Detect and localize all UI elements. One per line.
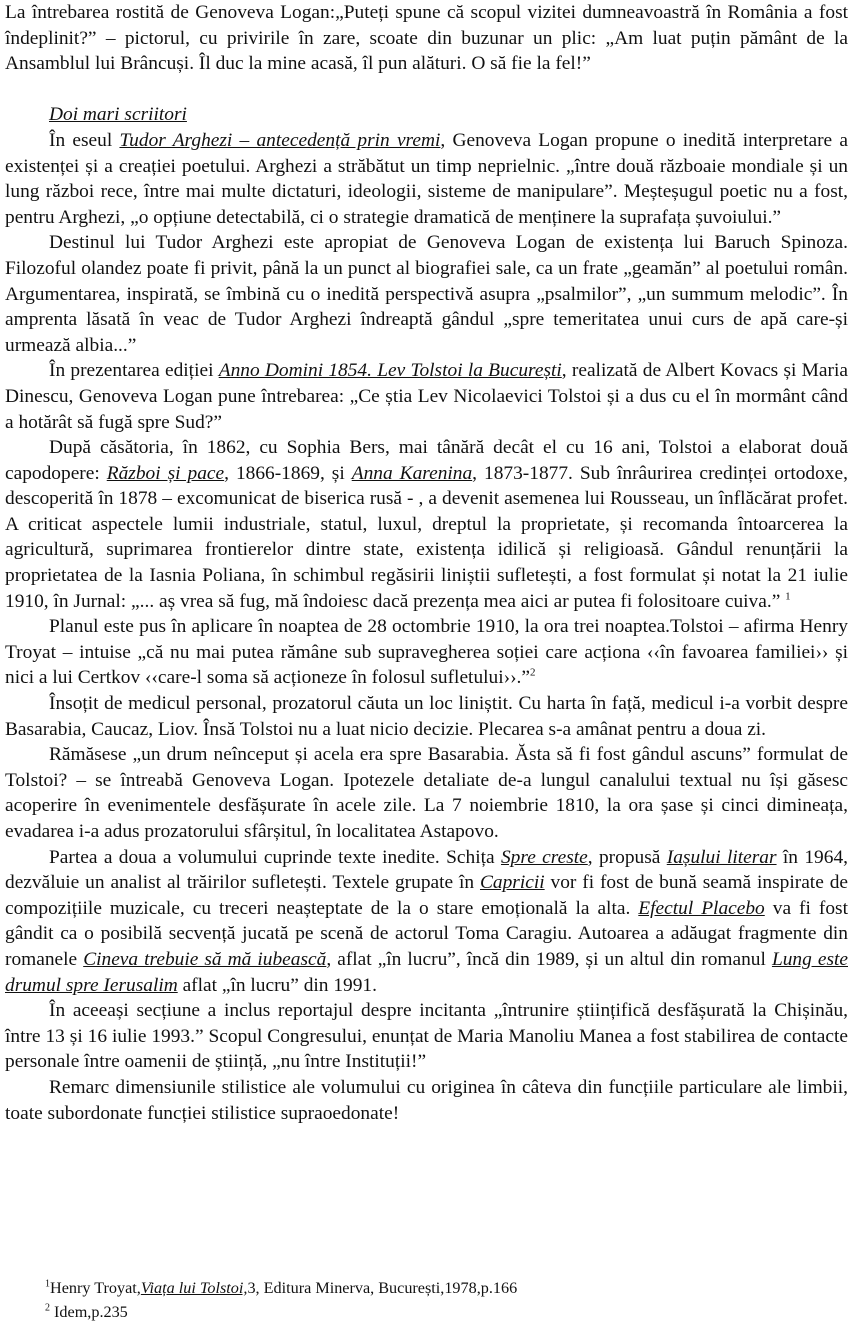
text-run: În eseul [49,129,120,151]
work-title: Anna Karenina [351,462,473,484]
work-title: Efectul Placebo [638,897,765,919]
text-run: aflat „în lucru” din 1991. [177,974,377,996]
text-run: , Genoveva Logan propune o inedită interpretare a existenței și a creației poetului. Arghezi a străbătut un timp neprielnic. „între două războaie mondiale și un lung război rece, între mai multe dictaturi, ideologii, sisteme de manipulare”. Meșteșugul poetic nu a fost, pentru Arghezi, „o opțiune detectabilă, ci o strategie dramatică de menținere la suprafața șuvoiului.” [5,129,848,228]
text-run: , realizată de Albert Kovacs și Maria Dinescu, Genoveva Logan pune întrebarea: „Ce știa Lev Nicolaevici Tolstoi și a dus cu el în mormânt când a hotărât să fugă spre Sud?” [5,360,848,433]
work-title: Cineva trebuie să mă iubească [83,948,327,970]
text-run: La întrebarea rostită de Genoveva Logan:„Puteți spune că scopul vizitei dumneavoastră în România a fost îndeplinit?” – pictorul, cu privirile în zare, scoate din buzunar un plic: „Am luat puțin pământ de la Ansamblul lui Brâncuși. Îl duc la mine acasă, îl pun alături. O să fie la fel!” [5,2,848,75]
paragraph-arghezi-spinoza [5,230,848,358]
paragraph-tolstoi-doctor [5,691,848,742]
text-run: vor fi fost de bună seamă inspirate de compozițiile muzicale, cu treceri neașteptate de la o stare emoțională la alta. [5,872,848,919]
text-run: Destinul lui Tudor Arghezi este apropiat de Genoveva Logan de existența lui Baruch Spinoza. Filozoful olandez poate fi privit, până la un punct al biografiei sale, ca un frate „geamăn” al poetului român. Argumentarea, inspirată, se îmbină cu o inedită perspectivă asupra „psalmilor”, „un summum melodic”. În amprenta lăsată în veac de Tudor Arghezi îndreaptă gândul „spre temeritatea unui curs de apă care-și urmează albia...” [5,232,848,356]
work-title: Capricii [479,872,545,894]
paragraph-tolstoi-basarabia [5,742,848,844]
text-run: va fi fost gândit ca o posibilă secvență jucată pe scenă de actorul Toma Caragiu. Autoarea a adăugat fragmente din romanele [5,897,848,970]
footnotes [45,1276,845,1324]
document-page [5,0,848,1126]
work-title: Anno Domini 1854. Lev Tolstoi la București [218,360,562,382]
footnote-marker: 1 [785,590,791,603]
work-title: Spre creste [500,846,588,868]
text-run: , propusă [587,846,667,868]
paragraph-arghezi-essay [5,128,848,230]
paragraph-tolstoi-marriage [5,435,848,614]
work-title: Tudor Arghezi – antecedență prin vremi [119,129,441,151]
text-run: Henry Troyat, [50,1279,141,1297]
work-title: Viața lui Tolstoi, [140,1279,248,1297]
paragraph-stylistic-dimensions [5,1075,848,1126]
footnote-marker: 2 [45,1302,50,1314]
work-title: Război și pace [106,462,225,484]
paragraph-volume-part-two [5,845,848,999]
text-run: După căsătoria, în 1862, cu Sophia Bers, mai tânără decât el cu 16 ani, Tolstoi a elaborat două capodopere: [5,437,848,484]
paragraph-tolstoi-plan [5,614,848,691]
text-run: , 1866-1869, și [224,462,352,484]
text-run: Partea a doua a volumului cuprinde texte inedite. Schița [49,846,501,868]
text-run: Planul este pus în aplicare în noaptea de 28 octombrie 1910, la ora trei noaptea.Tolstoi – afirma Henry Troyat – intuise „că nu mai putea rămâne sub supravegherea soției care acționa ‹‹în favoarea familiei›› și nici a lui Certkov ‹‹care-l soma să acționeze în folosul sufletului››.” [5,616,848,689]
text-run: în 1964, dezvăluie un analist al trăirilor sufletești. Textele grupate în [5,846,848,894]
footnote-1 [45,1276,845,1300]
text-run: Doi mari scriitori [49,104,187,126]
text-run: Idem,p.235 [50,1303,128,1321]
text-run: Rămăsese „un drum neînceput și acela era spre Basarabia. Ăsta să fi fost gândul ascuns” formulat de Tolstoi? – se întreabă Genoveva Logan. Ipotezele detaliate de-a lungul canalului textual nu își găsesc acoperire în evenimentele desfășurate în acele zile. La 7 noiembrie 1810, la ora șase și cinci dimineața, evadarea i-a adus prozatorului sfârșitul, în localitatea Astapovo. [5,744,848,842]
work-title: Lung este drumul spre Ierusalim [5,948,848,996]
footnote-marker: 2 [529,666,536,679]
text-run: În prezentarea ediției [49,360,219,382]
text-run: , aflat „în lucru”, încă din 1989, și un altul din romanul [326,948,772,970]
paragraph-chisinau-congress [5,998,848,1075]
text-run: Însoțit de medicul personal, prozatorul căuta un loc liniștit. Cu harta în față, medicul i-a vorbit despre Basarabia, Caucaz, Liov. Însă Tolstoi nu a luat nicio decizie. Plecarea s-a amânat pentru a doua zi. [5,693,848,740]
text-run: Remarc dimensiunile stilistice ale volumului cu originea în câteva din funcțiile particulare ale limbii, toate subordonate funcției stilistice supraoedonate! [5,1076,848,1124]
work-title: Iașului literar [666,846,777,868]
footnote-marker: 1 [45,1278,50,1290]
text-run: În aceeași secțiune a inclus reportajul despre incitanta „întrunire științifică desfășurată la Chișinău, între 13 și 16 iulie 1993.” Scopul Congresului, enunțat de Maria Manoliu Manea a fost stabilirea de contacte personale între oamenii de știință, „nu între Instituții!” [5,1000,848,1073]
footnote-2 [45,1300,845,1324]
text-run: , 1873-1877. Sub înrâurirea credinței ortodoxe, descoperită în 1878 – excomunicat de biserica rusă - , a devenit asemenea lui Rousseau, un înflăcărat profet. A criticat aspectele lumii industriale, statul, luxul, dreptul la proprietate, și recomanda întoarcerea la agricultură, suprimarea frontierelor dintre state, existența idilică și religioasă. Gândul renunțării la proprietatea de la Iasnia Poliana, în schimbul regăsirii liniștii sufletești, a fost formulat și notat la 21 iulie 1910, în Jurnal: „... aș vrea să fug, mă îndoiesc dacă prezența mea aici ar putea fi folositoare cuiva.” [5,462,848,612]
paragraph-genoveva-logan-question [5,0,848,77]
section-heading [5,102,848,128]
text-run: 3, Editura Minerva, București,1978,p.166 [247,1279,518,1297]
paragraph-tolstoi-edition [5,358,848,435]
